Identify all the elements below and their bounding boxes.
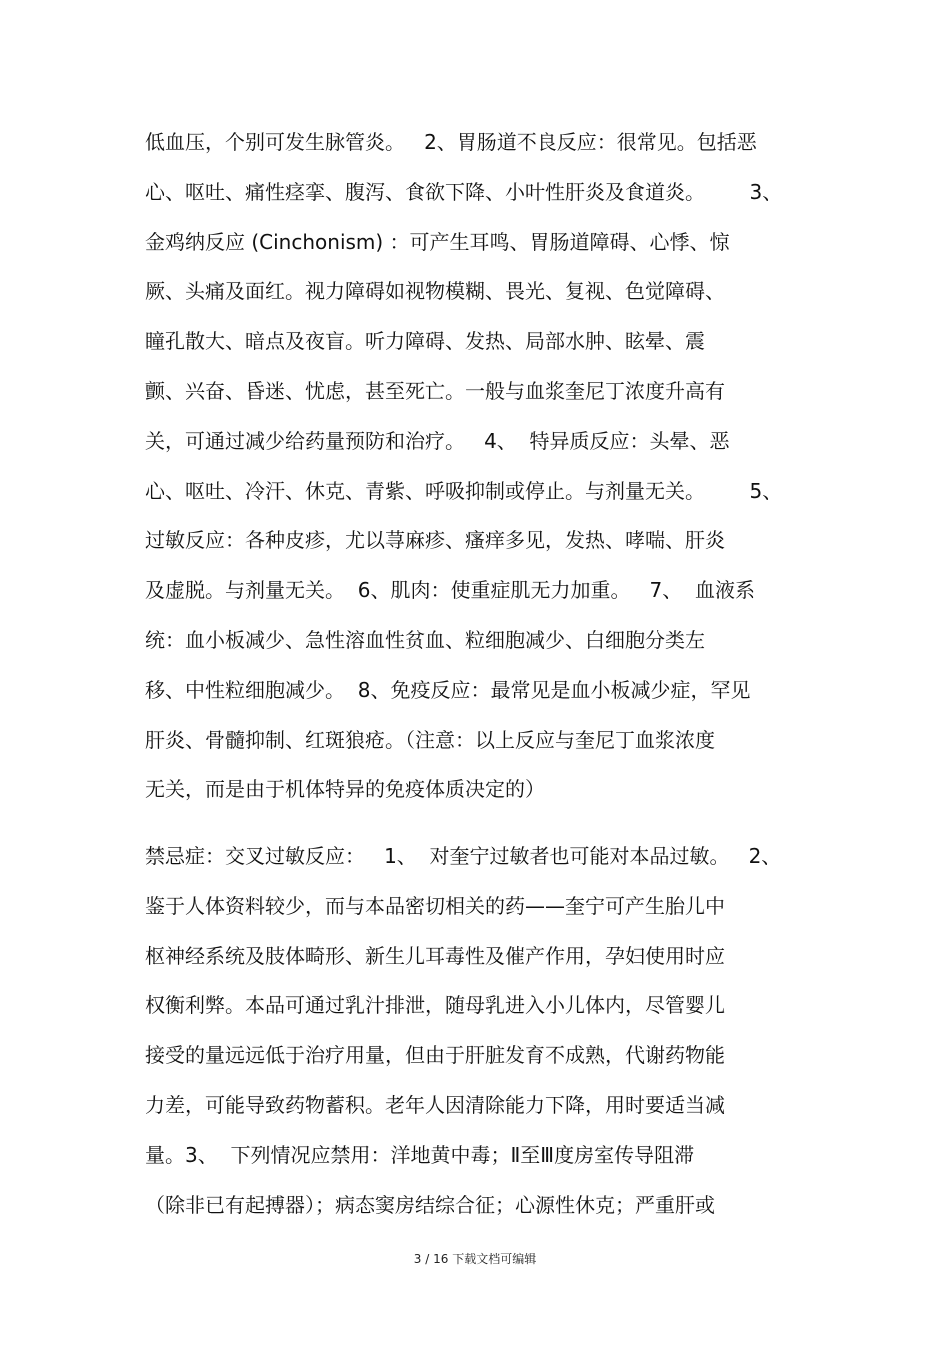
text-line: 力差，可能导致药物蓄积。老年人因清除能力下降，用时要适当减 <box>145 1093 725 1117</box>
text-line: 金鸡纳反应 (Cinchonism) ：可产生耳鸣、胃肠道障碍、心悸、惊 <box>145 229 730 254</box>
text-line: 过敏反应：各种皮疹，尤以荨麻疹、瘙痒多见，发热、哮喘、肝炎 <box>145 528 725 553</box>
text-line: 枢神经系统及肢体畸形、新生儿耳毒性及催产作用，孕妇使用时应 <box>145 943 725 968</box>
text-line: 瞳孔散大、暗点及夜盲。听力障碍、发热、局部水肿、眩晕、震 <box>145 329 705 354</box>
text-line: 低血压，个别可发生脉管炎。 2、胃肠道不良反应：很常见。包括恶 <box>145 130 757 154</box>
text-line: 厥、头痛及面红。视力障碍如视物模糊、畏光、复视、色觉障碍、 <box>145 279 725 304</box>
text-line: 肝炎、骨髓抑制、红斑狼疮。（注意：以上反应与奎尼丁血浆浓度 <box>145 727 715 752</box>
text-line: 量。3、 下列情况应禁用：洋地黄中毒；Ⅱ至Ⅲ度房室传导阻滞 <box>145 1142 695 1167</box>
text-line: 统：血小板减少、急性溶血性贫血、粒细胞减少、白细胞分类左 <box>145 628 705 652</box>
text-line: （除非已有起搏器）；病态窦房结综合征；心源性休克；严重肝或 <box>145 1192 715 1217</box>
text-line: 心、呕吐、痛性痉挛、腹泻、食欲下降、小叶性肝炎及食道炎。 3、 <box>145 179 783 204</box>
text-line: 禁忌症：交叉过敏反应： 1、 对奎宁过敏者也可能对本品过敏。 2、 <box>145 844 782 868</box>
page-footer: 3 / 16 下载文档可编辑 <box>413 1252 537 1266</box>
text-line: 关，可通过减少给药量预防和治疗。 4、 特异质反应：头晕、恶 <box>145 428 730 453</box>
text-line: 颤、兴奋、昏迷、忧虑，甚至死亡。一般与血浆奎尼丁浓度升高有 <box>145 379 725 403</box>
text-line: 鉴于人体资料较少，而与本品密切相关的药——奎宁可产生胎儿中 <box>145 893 725 918</box>
text-line: 无关，而是由于机体特异的免疫体质决定的） <box>145 777 545 802</box>
text-line: 心、呕吐、冷汗、休克、青紫、呼吸抑制或停止。与剂量无关。 5、 <box>145 478 783 503</box>
text-line: 移、中性粒细胞减少。 8、免疫反应：最常见是血小板减少症，罕见 <box>145 677 751 702</box>
text-line: 权衡利弊。本品可通过乳汁排泄，随母乳进入小儿体内，尽管婴儿 <box>145 993 725 1018</box>
text-line: 接受的量远远低于治疗用量，但由于肝脏发育不成熟，代谢药物能 <box>145 1043 725 1068</box>
text-line: 及虚脱。与剂量无关。 6、肌肉：使重症肌无力加重。 7、 血液系 <box>145 578 755 603</box>
